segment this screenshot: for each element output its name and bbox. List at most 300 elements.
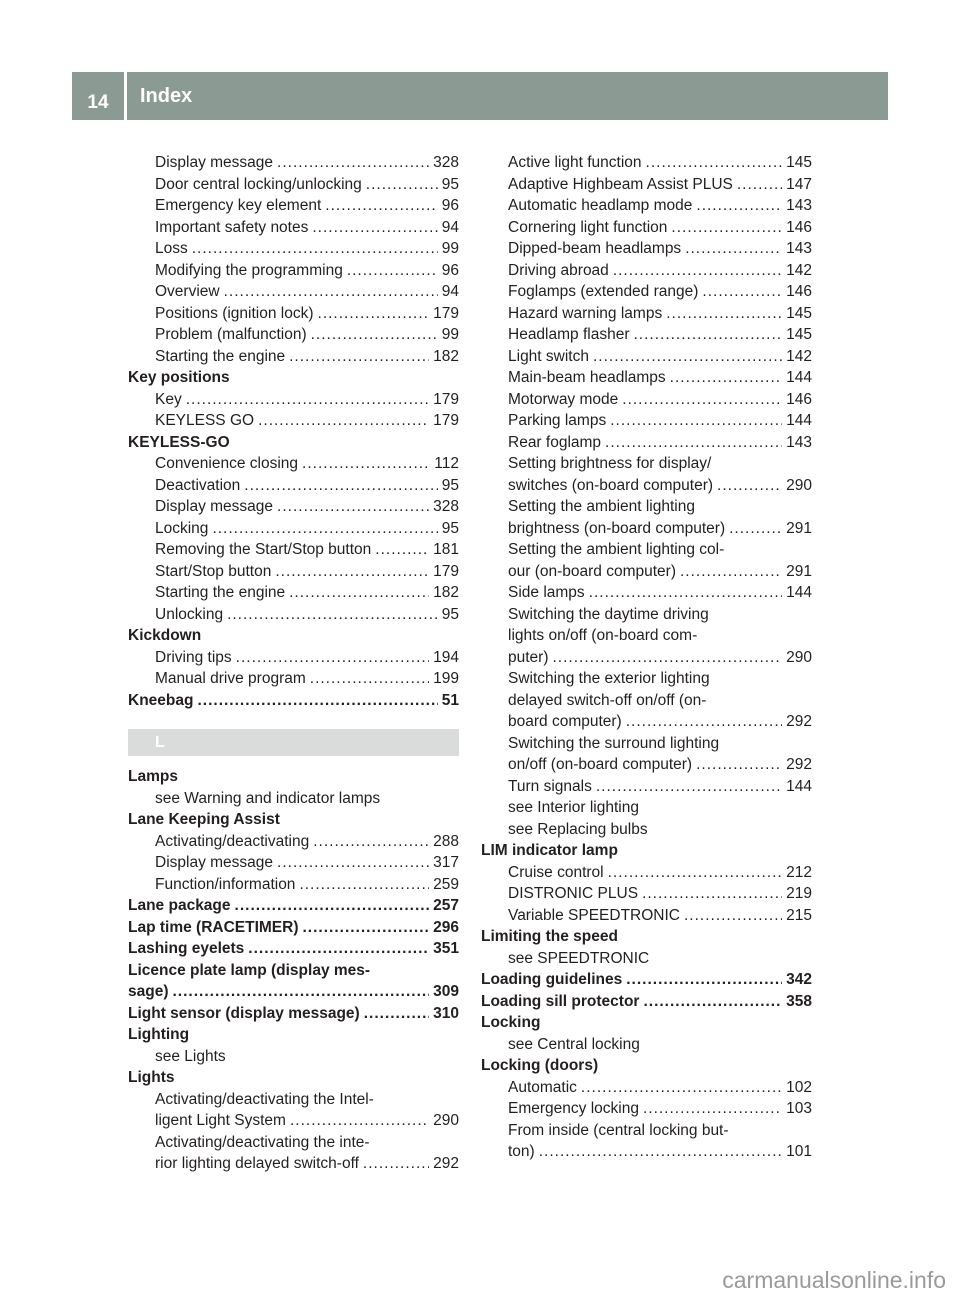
entry-page-number[interactable]: 96 bbox=[441, 261, 459, 279]
index-entry[interactable] bbox=[128, 895, 459, 917]
index-entry[interactable] bbox=[128, 917, 459, 939]
entry-label: switches (on-board computer) bbox=[508, 476, 714, 494]
index-entry[interactable] bbox=[481, 754, 812, 776]
entry-label: Function/information bbox=[155, 875, 296, 893]
entry-label: see SPEEDTRONIC bbox=[508, 949, 650, 967]
index-entry[interactable] bbox=[481, 711, 812, 733]
entry-page-number[interactable]: 95 bbox=[441, 175, 459, 193]
entry-page-number[interactable]: 146 bbox=[786, 390, 812, 408]
index-entry[interactable] bbox=[128, 690, 459, 712]
entry-page-number[interactable]: 94 bbox=[441, 218, 459, 236]
index-column-right bbox=[481, 152, 812, 1163]
entry-page-number[interactable]: 259 bbox=[433, 875, 459, 893]
index-entry[interactable] bbox=[481, 303, 812, 325]
entry-label: Setting the ambient lighting col- bbox=[508, 541, 725, 558]
leader-dots bbox=[258, 410, 429, 432]
entry-label: brightness (on-board computer) bbox=[508, 519, 726, 537]
entry-label: Key bbox=[155, 390, 182, 408]
index-entry[interactable] bbox=[128, 303, 459, 325]
entry-label: Loading guidelines bbox=[481, 971, 623, 988]
index-entry[interactable] bbox=[481, 905, 812, 927]
entry-label: Locking bbox=[481, 1014, 541, 1031]
index-entry[interactable] bbox=[481, 475, 812, 497]
index-entry[interactable] bbox=[128, 389, 459, 411]
entry-page-number[interactable]: 142 bbox=[786, 261, 812, 279]
index-entry[interactable] bbox=[128, 324, 459, 346]
index-entry[interactable] bbox=[481, 1141, 812, 1163]
entry-label: Problem (malfunction) bbox=[155, 326, 307, 343]
leader-dots bbox=[197, 690, 437, 712]
entry-page-number[interactable]: 182 bbox=[433, 584, 459, 601]
leader-dots bbox=[553, 647, 783, 669]
entry-label: Locking bbox=[155, 519, 209, 537]
leader-dots bbox=[363, 1153, 429, 1175]
entry-label: From inside (central locking but- bbox=[508, 1121, 729, 1139]
index-entry[interactable] bbox=[481, 346, 812, 368]
leader-dots bbox=[626, 711, 782, 733]
index-entry bbox=[128, 788, 459, 810]
entry-page-number[interactable]: 144 bbox=[786, 584, 812, 601]
index-entry bbox=[481, 1120, 812, 1142]
entry-page-number[interactable]: 94 bbox=[441, 283, 459, 300]
entry-page-number[interactable]: 112 bbox=[434, 455, 459, 472]
index-entry bbox=[481, 840, 812, 862]
index-entry bbox=[481, 926, 812, 948]
index-entry[interactable] bbox=[128, 981, 459, 1003]
index-entry bbox=[481, 797, 812, 819]
entry-label: Limiting the speed bbox=[481, 928, 618, 945]
entry-page-number[interactable]: 310 bbox=[433, 1004, 459, 1022]
leader-dots bbox=[313, 831, 429, 853]
entry-page-number[interactable]: 103 bbox=[786, 1100, 812, 1117]
entry-label: Headlamp flasher bbox=[508, 326, 630, 343]
leader-dots bbox=[192, 238, 438, 260]
index-entry[interactable] bbox=[128, 238, 459, 260]
entry-label: Adaptive Highbeam Assist PLUS bbox=[508, 175, 733, 193]
leader-dots bbox=[311, 324, 438, 346]
section-title: Index bbox=[140, 84, 193, 107]
entry-label: Lane Keeping Assist bbox=[128, 811, 280, 828]
leader-dots bbox=[235, 895, 430, 917]
entry-label: Cornering light function bbox=[508, 218, 668, 236]
leader-dots bbox=[696, 195, 782, 217]
index-entry bbox=[481, 733, 812, 755]
entry-label: Unlocking bbox=[155, 605, 224, 623]
entry-label: Setting the ambient lighting bbox=[508, 498, 695, 515]
entry-label: see Central locking bbox=[508, 1035, 640, 1053]
index-entry[interactable] bbox=[128, 475, 459, 497]
page-number: 14 bbox=[87, 92, 109, 113]
index-entry[interactable] bbox=[481, 991, 812, 1013]
entry-label: Lap time (RACETIMER) bbox=[128, 918, 299, 936]
leader-dots bbox=[325, 195, 437, 217]
leader-dots bbox=[670, 367, 782, 389]
index-entry[interactable] bbox=[128, 1110, 459, 1132]
entry-page-number[interactable]: 182 bbox=[433, 347, 459, 365]
entry-label: lights on/off (on-board com- bbox=[508, 627, 698, 644]
index-entry[interactable] bbox=[128, 217, 459, 239]
entry-page-number[interactable]: 219 bbox=[786, 885, 812, 902]
leader-dots bbox=[622, 389, 782, 411]
index-entry[interactable] bbox=[128, 281, 459, 303]
index-entry bbox=[128, 960, 459, 982]
entry-label: see Replacing bulbs bbox=[508, 820, 648, 838]
index-entry[interactable] bbox=[481, 432, 812, 454]
index-entry[interactable] bbox=[128, 453, 459, 475]
index-entry[interactable] bbox=[128, 346, 459, 368]
index-entry[interactable] bbox=[481, 281, 812, 303]
index-entry bbox=[128, 367, 459, 389]
index-entry[interactable] bbox=[481, 389, 812, 411]
index-entry[interactable] bbox=[128, 668, 459, 690]
index-entry[interactable] bbox=[481, 1098, 812, 1120]
entry-page-number[interactable]: 95 bbox=[441, 519, 459, 537]
index-entry[interactable] bbox=[481, 883, 812, 905]
index-entry bbox=[481, 668, 812, 690]
entry-label: Lane package bbox=[128, 897, 231, 914]
entry-label: Switching the exterior lighting bbox=[508, 670, 710, 687]
entry-label: Driving tips bbox=[155, 648, 232, 666]
entry-label: Light sensor (display message) bbox=[128, 1004, 360, 1022]
index-entry[interactable] bbox=[128, 1153, 459, 1175]
leader-dots bbox=[310, 668, 429, 690]
entry-page-number[interactable]: 212 bbox=[786, 863, 812, 881]
leader-dots bbox=[642, 883, 782, 905]
leader-dots bbox=[277, 496, 429, 518]
index-entry[interactable] bbox=[481, 238, 812, 260]
leader-dots bbox=[186, 389, 429, 411]
entry-label: Kneebag bbox=[128, 691, 194, 709]
entry-page-number[interactable]: 342 bbox=[786, 971, 812, 988]
leader-dots bbox=[717, 475, 782, 497]
letter-heading: L bbox=[128, 729, 459, 756]
index-entry[interactable] bbox=[481, 217, 812, 239]
entry-page-number[interactable]: 146 bbox=[786, 283, 812, 300]
entry-label: Deactivation bbox=[155, 476, 241, 494]
entry-page-number[interactable]: 145 bbox=[786, 154, 812, 171]
index-entry bbox=[481, 1034, 812, 1056]
index-entry[interactable] bbox=[128, 260, 459, 282]
leader-dots bbox=[289, 346, 429, 368]
index-entry[interactable] bbox=[481, 647, 812, 669]
entry-page-number[interactable]: 292 bbox=[433, 1155, 459, 1172]
entry-label: our (on-board computer) bbox=[508, 562, 676, 580]
leader-dots bbox=[347, 260, 438, 282]
index-entry bbox=[481, 819, 812, 841]
entry-label: delayed switch-off on/off (on- bbox=[508, 691, 707, 709]
entry-label: Parking lamps bbox=[508, 412, 607, 429]
leader-dots bbox=[318, 303, 430, 325]
entry-page-number[interactable]: 145 bbox=[786, 326, 812, 343]
index-entry[interactable] bbox=[128, 1003, 459, 1025]
leader-dots bbox=[613, 260, 782, 282]
entry-label: Switching the daytime driving bbox=[508, 605, 709, 623]
index-entry[interactable] bbox=[481, 174, 812, 196]
index-entry bbox=[128, 1089, 459, 1111]
index-entry bbox=[481, 690, 812, 712]
entry-page-number[interactable]: 215 bbox=[786, 906, 812, 924]
entry-page-number[interactable]: 292 bbox=[786, 713, 812, 730]
entry-label: Positions (ignition lock) bbox=[155, 304, 314, 322]
header-bar bbox=[72, 72, 888, 120]
entry-label: Starting the engine bbox=[155, 584, 286, 601]
entry-page-number[interactable]: 144 bbox=[786, 412, 812, 429]
entry-label: Kickdown bbox=[128, 627, 202, 644]
index-entry[interactable] bbox=[481, 561, 812, 583]
leader-dots bbox=[581, 1077, 782, 1099]
index-entry[interactable] bbox=[128, 831, 459, 853]
index-entry bbox=[481, 539, 812, 561]
entry-label: rior lighting delayed switch-off bbox=[155, 1155, 359, 1172]
entry-page-number[interactable]: 179 bbox=[433, 412, 459, 429]
entry-page-number[interactable]: 143 bbox=[786, 240, 812, 257]
index-entry[interactable] bbox=[481, 367, 812, 389]
leader-dots bbox=[589, 582, 782, 604]
index-entry bbox=[481, 604, 812, 626]
entry-label: sage) bbox=[128, 983, 169, 1000]
index-entry[interactable] bbox=[128, 496, 459, 518]
index-entry[interactable] bbox=[481, 518, 812, 540]
index-entry bbox=[128, 432, 459, 454]
index-entry[interactable] bbox=[481, 776, 812, 798]
entry-label: Important safety notes bbox=[155, 218, 309, 236]
index-entry[interactable] bbox=[481, 410, 812, 432]
index-entry[interactable] bbox=[128, 410, 459, 432]
index-entry[interactable] bbox=[128, 852, 459, 874]
entry-page-number[interactable]: 328 bbox=[433, 498, 459, 515]
entry-label: Side lamps bbox=[508, 584, 585, 601]
leader-dots bbox=[277, 152, 429, 174]
leader-dots bbox=[696, 754, 782, 776]
entry-page-number[interactable]: 179 bbox=[433, 562, 459, 580]
entry-label: Lamps bbox=[128, 768, 178, 785]
entry-label: Foglamps (extended range) bbox=[508, 283, 699, 300]
entry-page-number[interactable]: 181 bbox=[433, 541, 459, 558]
entry-label: see Lights bbox=[155, 1047, 226, 1065]
entry-label: Start/Stop button bbox=[155, 562, 272, 580]
entry-page-number[interactable]: 317 bbox=[433, 854, 459, 871]
index-entry[interactable] bbox=[128, 561, 459, 583]
entry-label: board computer) bbox=[508, 713, 622, 730]
leader-dots bbox=[173, 981, 430, 1003]
header-divider bbox=[124, 72, 127, 120]
entry-label: ligent Light System bbox=[155, 1112, 286, 1129]
index-entry bbox=[481, 1055, 812, 1077]
index-entry[interactable] bbox=[481, 324, 812, 346]
entry-page-number[interactable]: 199 bbox=[433, 670, 459, 687]
entry-label: Emergency key element bbox=[155, 197, 322, 214]
entry-label: ton) bbox=[508, 1143, 535, 1160]
entry-page-number[interactable]: 179 bbox=[433, 304, 459, 322]
index-entry[interactable] bbox=[481, 1077, 812, 1099]
entry-label: Activating/deactivating bbox=[155, 832, 310, 850]
entry-label: Main-beam headlamps bbox=[508, 369, 666, 386]
entry-page-number[interactable]: 309 bbox=[433, 983, 459, 1000]
leader-dots bbox=[737, 174, 782, 196]
index-entry bbox=[481, 453, 812, 475]
entry-label: Convenience closing bbox=[155, 455, 299, 472]
entry-label: on/off (on-board computer) bbox=[508, 756, 693, 773]
index-entry[interactable] bbox=[481, 969, 812, 991]
entry-label: Removing the Start/Stop button bbox=[155, 541, 372, 558]
index-entry[interactable] bbox=[481, 152, 812, 174]
entry-label: Display message bbox=[155, 154, 274, 171]
entry-page-number[interactable]: 95 bbox=[441, 605, 459, 623]
leader-dots bbox=[212, 518, 437, 540]
leader-dots bbox=[685, 238, 782, 260]
entry-page-number[interactable]: 95 bbox=[441, 476, 459, 494]
index-entry[interactable] bbox=[128, 938, 459, 960]
index-entry bbox=[481, 625, 812, 647]
index-entry[interactable] bbox=[128, 539, 459, 561]
leader-dots bbox=[684, 905, 782, 927]
index-entry bbox=[128, 1024, 459, 1046]
index-entry[interactable] bbox=[128, 174, 459, 196]
index-entry bbox=[128, 766, 459, 788]
entry-label: Licence plate lamp (display mes- bbox=[128, 961, 371, 979]
index-entry[interactable] bbox=[128, 582, 459, 604]
leader-dots bbox=[605, 432, 782, 454]
index-entry[interactable] bbox=[128, 604, 459, 626]
entry-page-number[interactable]: 144 bbox=[786, 369, 812, 386]
leader-dots bbox=[643, 1098, 782, 1120]
index-entry[interactable] bbox=[481, 862, 812, 884]
entry-page-number[interactable]: 290 bbox=[433, 1112, 459, 1129]
index-entry[interactable] bbox=[128, 195, 459, 217]
index-entry[interactable] bbox=[128, 518, 459, 540]
entry-label: Hazard warning lamps bbox=[508, 304, 663, 322]
leader-dots bbox=[244, 475, 437, 497]
entry-label: DISTRONIC PLUS bbox=[508, 885, 639, 902]
index-entry bbox=[128, 809, 459, 831]
entry-page-number[interactable]: 96 bbox=[441, 197, 459, 214]
entry-label: Activating/deactivating the Intel- bbox=[155, 1090, 374, 1108]
entry-label: Automatic headlamp mode bbox=[508, 197, 693, 214]
index-entry[interactable] bbox=[128, 874, 459, 896]
entry-label: Loading sill protector bbox=[481, 992, 640, 1010]
leader-dots bbox=[666, 303, 782, 325]
entry-page-number[interactable]: 194 bbox=[433, 648, 459, 666]
index-entry[interactable] bbox=[481, 260, 812, 282]
entry-page-number[interactable]: 102 bbox=[786, 1078, 812, 1096]
entry-page-number[interactable]: 257 bbox=[433, 897, 459, 914]
entry-page-number[interactable]: 101 bbox=[786, 1143, 812, 1160]
leader-dots bbox=[626, 969, 782, 991]
entry-label: Door central locking/unlocking bbox=[155, 175, 362, 193]
watermark[interactable]: carmanualsonline.info bbox=[722, 1267, 946, 1293]
entry-label: Display message bbox=[155, 854, 274, 871]
entry-page-number[interactable]: 99 bbox=[441, 326, 459, 343]
index-entry[interactable] bbox=[481, 582, 812, 604]
leader-dots bbox=[227, 604, 438, 626]
entry-label: see Warning and indicator lamps bbox=[155, 789, 381, 807]
leader-dots bbox=[646, 152, 783, 174]
entry-label: Key positions bbox=[128, 369, 230, 386]
entry-page-number[interactable]: 291 bbox=[786, 562, 812, 580]
entry-label: Variable SPEEDTRONIC bbox=[508, 906, 680, 924]
entry-label: Lashing eyelets bbox=[128, 940, 245, 957]
leader-dots bbox=[290, 1110, 429, 1132]
entry-label: KEYLESS-GO bbox=[128, 433, 230, 451]
leader-dots bbox=[312, 217, 437, 239]
entry-page-number[interactable]: 51 bbox=[441, 691, 459, 709]
entry-label: Rear foglamp bbox=[508, 433, 602, 451]
entry-page-number[interactable]: 290 bbox=[786, 648, 812, 666]
leader-dots bbox=[375, 539, 429, 561]
entry-label: Driving abroad bbox=[508, 261, 609, 279]
entry-page-number[interactable]: 290 bbox=[786, 476, 812, 494]
entry-label: Emergency locking bbox=[508, 1100, 639, 1117]
entry-label: Activating/deactivating the inte- bbox=[155, 1133, 370, 1151]
index-entry bbox=[128, 1046, 459, 1068]
leader-dots bbox=[366, 174, 438, 196]
entry-label: Light switch bbox=[508, 347, 589, 365]
index-entry bbox=[481, 496, 812, 518]
entry-label: Turn signals bbox=[508, 777, 592, 795]
entry-label: puter) bbox=[508, 648, 549, 666]
leader-dots bbox=[643, 991, 782, 1013]
entry-page-number[interactable]: 358 bbox=[786, 992, 812, 1010]
entry-page-number[interactable]: 99 bbox=[441, 240, 459, 257]
entry-label: Dipped-beam headlamps bbox=[508, 240, 682, 257]
entry-label: Overview bbox=[155, 283, 220, 300]
entry-label: Loss bbox=[155, 240, 188, 257]
entry-page-number[interactable]: 143 bbox=[786, 433, 812, 451]
leader-dots bbox=[596, 776, 782, 798]
leader-dots bbox=[248, 938, 429, 960]
index-entry bbox=[481, 1012, 812, 1034]
entry-page-number[interactable]: 147 bbox=[786, 175, 812, 193]
entry-page-number[interactable]: 146 bbox=[786, 218, 812, 236]
entry-label: Modifying the programming bbox=[155, 261, 343, 279]
entry-page-number[interactable]: 179 bbox=[433, 390, 459, 408]
leader-dots bbox=[680, 561, 782, 583]
index-entry bbox=[128, 625, 459, 647]
leader-dots bbox=[289, 582, 429, 604]
entry-label: Motorway mode bbox=[508, 390, 619, 408]
entry-page-number[interactable]: 144 bbox=[786, 777, 812, 795]
entry-page-number[interactable]: 292 bbox=[786, 756, 812, 773]
entry-page-number[interactable]: 143 bbox=[786, 197, 812, 214]
leader-dots bbox=[671, 217, 782, 239]
leader-dots bbox=[702, 281, 782, 303]
leader-dots bbox=[608, 862, 783, 884]
entry-page-number[interactable]: 142 bbox=[786, 347, 812, 365]
entry-label: Setting brightness for display/ bbox=[508, 455, 712, 472]
entry-label: Lights bbox=[128, 1069, 175, 1086]
entry-page-number[interactable]: 291 bbox=[786, 519, 812, 537]
leader-dots bbox=[633, 324, 782, 346]
index-entry[interactable] bbox=[128, 647, 459, 669]
entry-label: Automatic bbox=[508, 1078, 577, 1096]
leader-dots bbox=[277, 852, 429, 874]
leader-dots bbox=[303, 917, 430, 939]
index-entry[interactable] bbox=[128, 152, 459, 174]
leader-dots bbox=[302, 453, 430, 475]
entry-page-number[interactable]: 328 bbox=[433, 154, 459, 171]
entry-label: Display message bbox=[155, 498, 274, 515]
entry-page-number[interactable]: 296 bbox=[433, 918, 459, 936]
entry-page-number[interactable]: 288 bbox=[433, 832, 459, 850]
leader-dots bbox=[224, 281, 438, 303]
entry-label: Switching the surround lighting bbox=[508, 734, 720, 752]
entry-page-number[interactable]: 351 bbox=[433, 940, 459, 957]
index-entry[interactable] bbox=[481, 195, 812, 217]
leader-dots bbox=[539, 1141, 782, 1163]
entry-page-number[interactable]: 145 bbox=[786, 304, 812, 322]
entry-label: Lighting bbox=[128, 1026, 190, 1043]
leader-dots bbox=[275, 561, 429, 583]
